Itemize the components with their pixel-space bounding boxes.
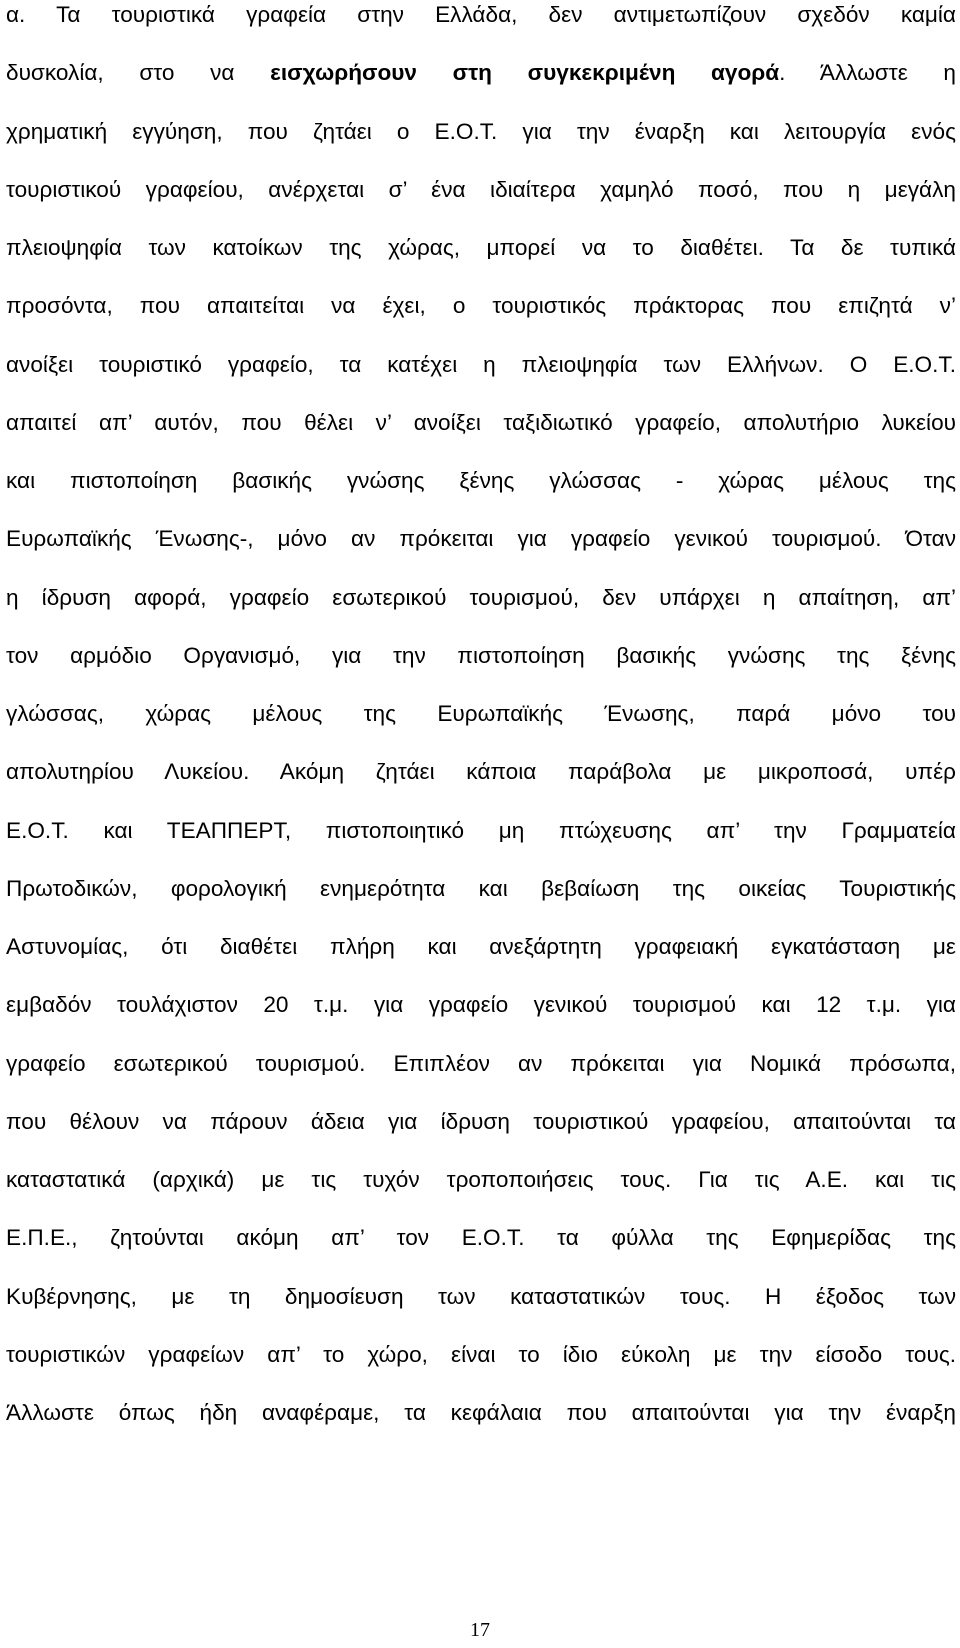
text-line-6: προσόντα, που απαιτείται να έχει, ο τουριστικός πράκτορας που επιζητά ν’ [6,293,956,318]
text-line-13: γλώσσας, χώρας μέλους της Ευρωπαϊκής Ένωσης, παρά μόνο του [6,701,956,726]
text-line-22: Ε.Π.Ε., ζητούνται ακόμη απ’ τον Ε.Ο.Τ. τα φύλλα της Εφημερίδας της [6,1225,956,1250]
text-line-17: Αστυνομίας, ότι διαθέτει πλήρη και ανεξάρτητη γραφειακή εγκατάσταση με [6,934,956,959]
text-run: δυσκολία, στο να [6,60,271,85]
text-line-7: ανοίξει τουριστικό γραφείο, τα κατέχει η πλειοψηφία των Ελλήνων. Ο Ε.Ο.Τ. [6,352,956,377]
text-line-20: που θέλουν να πάρουν άδεια για ίδρυση τουριστικού γραφείου, απαιτούνται τα [6,1109,956,1134]
text-line-8: απαιτεί απ’ αυτόν, που θέλει ν’ ανοίξει ταξιδιωτικό γραφείο, απολυτήριο λυκείου [6,410,956,435]
text-line-19: γραφείο εσωτερικού τουρισμού. Επιπλέον αν πρόκειται για Νομικά πρόσωπα, [6,1051,956,1076]
text-line-9: και πιστοποίηση βασικής γνώσης ξένης γλώσσας - χώρας μέλους της [6,468,956,493]
text-line-25: Άλλωστε όπως ήδη αναφέραμε, τα κεφάλαια που απαιτούνται για την έναρξη [6,1400,956,1425]
text-line-15: Ε.Ο.Τ. και ΤΕΑΠΠΕΡΤ, πιστοποιητικό μη πτώχευσης απ’ την Γραμματεία [6,818,956,843]
text-line-18: εμβαδόν τουλάχιστον 20 τ.μ. για γραφείο γενικού τουρισμού και 12 τ.μ. για [6,992,956,1017]
page-number: 17 [470,1619,490,1641]
text-line-5: πλειοψηφία των κατοίκων της χώρας, μπορεί να το διαθέτει. Τα δε τυπικά [6,235,956,260]
text-line-1: α. Τα τουριστικά γραφεία στην Ελλάδα, δεν αντιμετωπίζουν σχεδόν καμία [6,2,956,27]
text-line-21: καταστατικά (αρχικά) με τις τυχόν τροποποιήσεις τους. Για τις Α.Ε. και τις [6,1167,956,1192]
text-run: . Άλλωστε η [779,60,957,85]
text-line-10: Ευρωπαϊκής Ένωσης-, μόνο αν πρόκειται για γραφείο γενικού τουρισμού. Όταν [6,526,956,551]
bold-phrase: εισχωρήσουν στη συγκεκριμένη αγορά [270,60,780,85]
text-line-24: τουριστικών γραφείων απ’ το χώρο, είναι το ίδιο εύκολη με την είσοδο τους. [6,1342,956,1367]
text-line-4: τουριστικού γραφείου, ανέρχεται σ’ ένα ιδιαίτερα χαμηλό ποσό, που η μεγάλη [6,177,956,202]
text-line-11: η ίδρυση αφορά, γραφείο εσωτερικού τουρισμού, δεν υπάρχει η απαίτηση, απ’ [6,585,956,610]
text-line-2 [6,53,956,93]
text-line-23: Κυβέρνησης, με τη δημοσίευση των καταστατικών τους. Η έξοδος των [6,1284,956,1309]
text-line-12: τον αρμόδιο Οργανισμό, για την πιστοποίηση βασικής γνώσης της ξένης [6,643,956,668]
text-line-14: απολυτηρίου Λυκείου. Ακόμη ζητάει κάποια παράβολα με μικροποσά, υπέρ [6,759,956,784]
text-line-16: Πρωτοδικών, φορολογική ενημερότητα και βεβαίωση της οικείας Τουριστικής [6,876,956,901]
text-line-3: χρηματική εγγύηση, που ζητάει ο Ε.Ο.Τ. για την έναρξη και λειτουργία ενός [6,119,956,144]
